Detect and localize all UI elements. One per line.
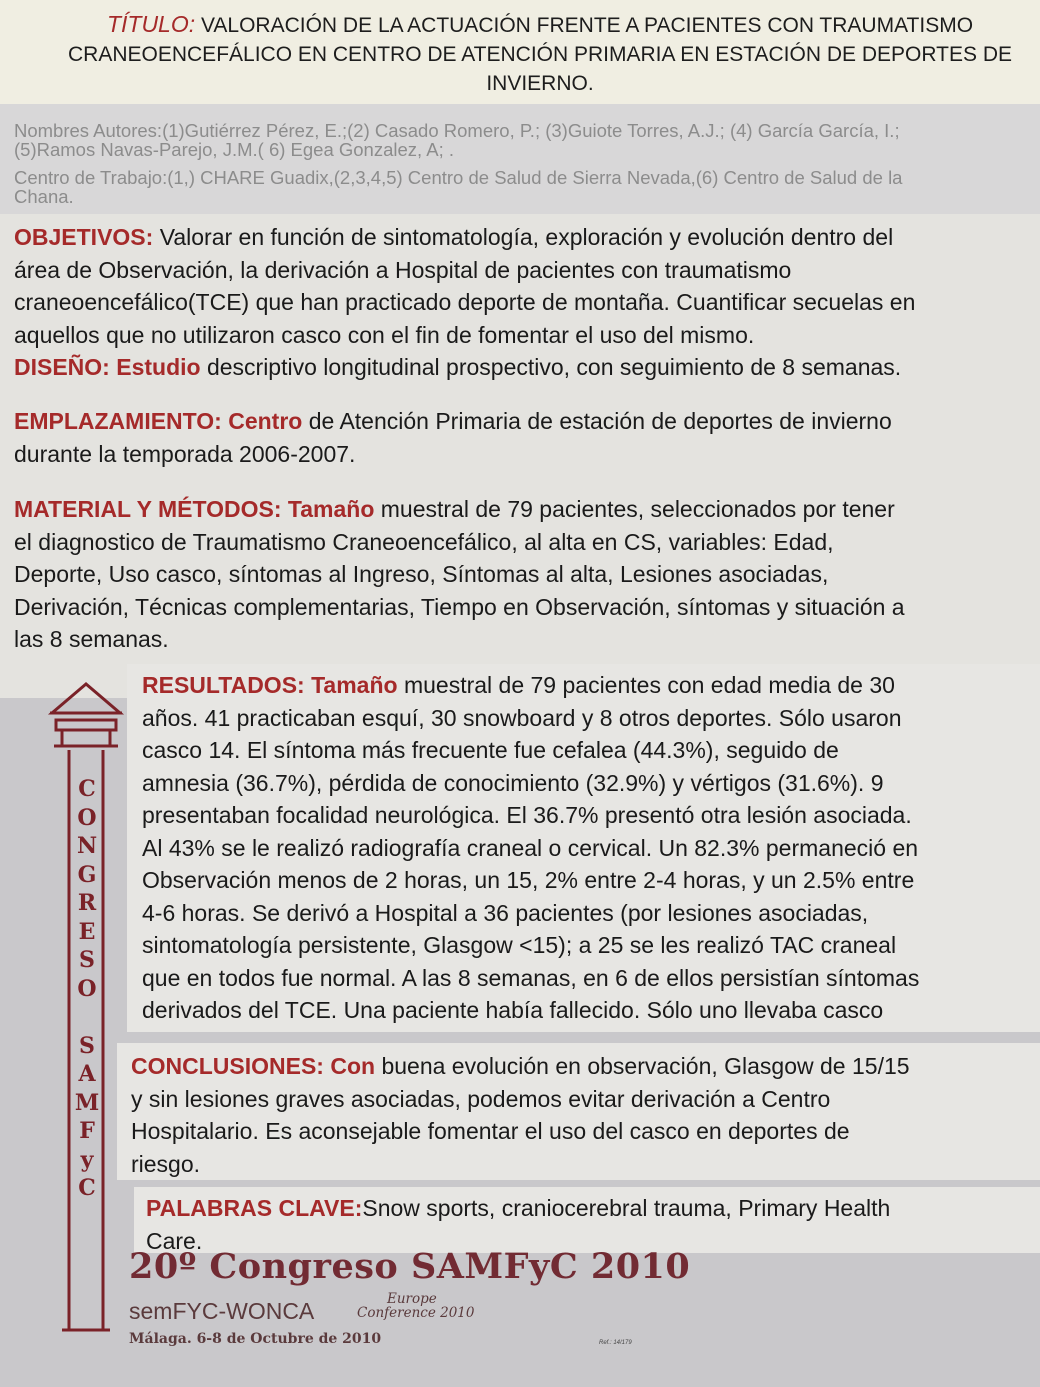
section-diseno (14, 351, 901, 384)
resultados-line: presentaban focalidad neurológica. El 36.7% presentó otra lesión asociada. (142, 802, 912, 828)
section-objetivos (14, 221, 915, 351)
diseno-heading: DISEÑO: Estudio (14, 354, 201, 380)
resultados-line: 4-6 horas. Se derivó a Hospital a 36 pacientes (por lesiones asociadas, (142, 899, 869, 926)
material-line: las 8 semanas. (14, 626, 169, 652)
material-line: muestral de 79 pacientes, seleccionados por tener (374, 496, 895, 522)
vertical-letter: S (79, 947, 95, 973)
resultados-line: muestral de 79 pacientes con edad media de 30 (397, 672, 895, 698)
palabras-clave-line: Snow sports, craniocerebral trauma, Primary Health (362, 1195, 891, 1221)
vertical-letter: O (77, 804, 97, 831)
wonca-logo-text: semFYC-WONCA (129, 1298, 315, 1324)
reference-number: Ref.: 14/179 (599, 1340, 632, 1346)
vertical-letter: N (76, 833, 98, 859)
resultados-line: que en todos fue normal. A las 8 semanas, en 6 de ellos persistían síntomas (142, 964, 920, 991)
authors-center-2: Chana. (14, 186, 74, 207)
conference-line: Conference 2010 (357, 1305, 475, 1321)
emplazamiento-line: de Atención Primaria de estación de deportes de invierno (302, 408, 892, 434)
material-line: el diagnostico de Traumatismo Craneoencefálico, al alta en CS, variables: Edad, (14, 528, 834, 555)
resultados-line: derivados del TCE. Una paciente había fallecido. Sólo uno llevaba casco (142, 997, 884, 1023)
resultados-heading: RESULTADOS: Tamaño (142, 672, 398, 698)
emplazamiento-heading: EMPLAZAMIENTO: Centro (14, 408, 303, 434)
congress-title: 20º Congreso SAMFyC 2010 (129, 1246, 691, 1287)
vertical-letter: R (77, 890, 97, 916)
conclusiones-line: Hospitalario. Es aconsejable fomentar el uso del casco en deportes de (131, 1118, 850, 1144)
vertical-congreso-samfyc (70, 775, 104, 1203)
conclusiones-line: riesgo. (131, 1150, 201, 1177)
conclusiones-line: y sin lesiones graves asociadas, podemos evitar derivación a Centro (131, 1085, 831, 1112)
material-heading: MATERIAL Y MÉTODOS: Tamaño (14, 496, 375, 522)
europe-conference (357, 1292, 474, 1320)
resultados-line: años. 41 practicaban esquí, 30 snowboard y 8 otros deportes. Sólo usaron (142, 704, 902, 731)
authors-names-1: Nombres Autores:(1)Gutiérrez Pérez, E.;(2) Casado Romero, P.; (3)Guiote Torres, A.J.; (4) García García, I.; (14, 120, 900, 141)
title-line-1: VALORACIÓN DE LA ACTUACIÓN FRENTE A PACIENTES CON TRAUMATISMO (195, 14, 974, 37)
vertical-letter: M (74, 1089, 100, 1116)
poster-title (0, 10, 1040, 98)
vertical-letter: y (80, 1146, 94, 1173)
vertical-letter: C (78, 1175, 96, 1201)
objetivos-line: aquellos que no utilizaron casco con el fin de fomentar el uso del mismo. (14, 321, 755, 348)
palabras-clave-line: Care. (146, 1227, 203, 1254)
objetivos-line: Valorar en función de sintomatología, exploración y evolución dentro del (153, 224, 894, 250)
resultados-line: casco 14. El síntoma más frecuente fue cefalea (44.3%), seguido de (142, 737, 839, 763)
objetivos-line: área de Observación, la derivación a Hospital de pacientes con traumatismo (14, 256, 792, 283)
section-conclusiones (131, 1050, 910, 1180)
vertical-letter: S (79, 1032, 95, 1059)
vertical-letter: E (78, 918, 96, 945)
objetivos-heading: OBJETIVOS: (14, 224, 154, 250)
vertical-letter: G (77, 861, 97, 888)
conclusiones-line: buena evolución en observación, Glasgow de 15/15 (375, 1053, 910, 1079)
diseno-text: descriptivo longitudinal prospectivo, con seguimiento de 8 semanas. (200, 354, 902, 380)
authors-block (14, 121, 1040, 206)
venue-date: Málaga. 6-8 de Octubre de 2010 (129, 1331, 382, 1347)
authors-center-1: Centro de Trabajo:(1,) CHARE Guadix,(2,3,4,5) Centro de Salud de Sierra Nevada,(6) Centro de Salud de la (14, 167, 903, 188)
title-label: TÍTULO: (106, 11, 196, 37)
conclusiones-heading: CONCLUSIONES: Con (131, 1053, 376, 1079)
vertical-letter: O (77, 975, 97, 1002)
title-line-3: INVIERNO. (486, 72, 594, 95)
objetivos-line: craneoencefálico(TCE) que han practicado deporte de montaña. Cuantificar secuelas en (14, 289, 916, 315)
section-material (14, 493, 905, 656)
resultados-line: Al 43% se le realizó radiografía craneal o cervical. Un 82.3% permaneció en (142, 834, 919, 861)
authors-names-2: (5)Ramos Navas-Parejo, J.M.( 6) Egea Gonzalez, A; . (14, 139, 455, 160)
vertical-spacer (70, 1003, 104, 1032)
emplazamiento-line: durante la temporada 2006-2007. (14, 440, 356, 467)
vertical-letter: C (78, 776, 96, 802)
section-emplazamiento (14, 405, 892, 470)
resultados-line: sintomatología persistente, Glasgow <15); a 25 se les realizó TAC craneal (142, 932, 897, 958)
europe-line: Europe (387, 1291, 437, 1307)
vertical-letter: F (79, 1118, 95, 1144)
material-line: Deporte, Uso casco, síntomas al Ingreso, Síntomas al alta, Lesiones asociadas, (14, 561, 829, 587)
vertical-letter: A (78, 1061, 96, 1087)
title-line-2: CRANEOENCEFÁLICO EN CENTRO DE ATENCIÓN PRIMARIA EN ESTACIÓN DE DEPORTES DE (68, 43, 1012, 66)
section-resultados (142, 669, 919, 1027)
resultados-line: Observación menos de 2 horas, un 15, 2% entre 2-4 horas, y un 2.5% entre (142, 867, 915, 893)
resultados-line: amnesia (36.7%), pérdida de conocimiento (32.9%) y vértigos (31.6%). 9 (142, 769, 884, 796)
material-line: Derivación, Técnicas complementarias, Tiempo en Observación, síntomas y situación a (14, 593, 905, 620)
palabras-clave-heading: PALABRAS CLAVE: (146, 1195, 363, 1221)
